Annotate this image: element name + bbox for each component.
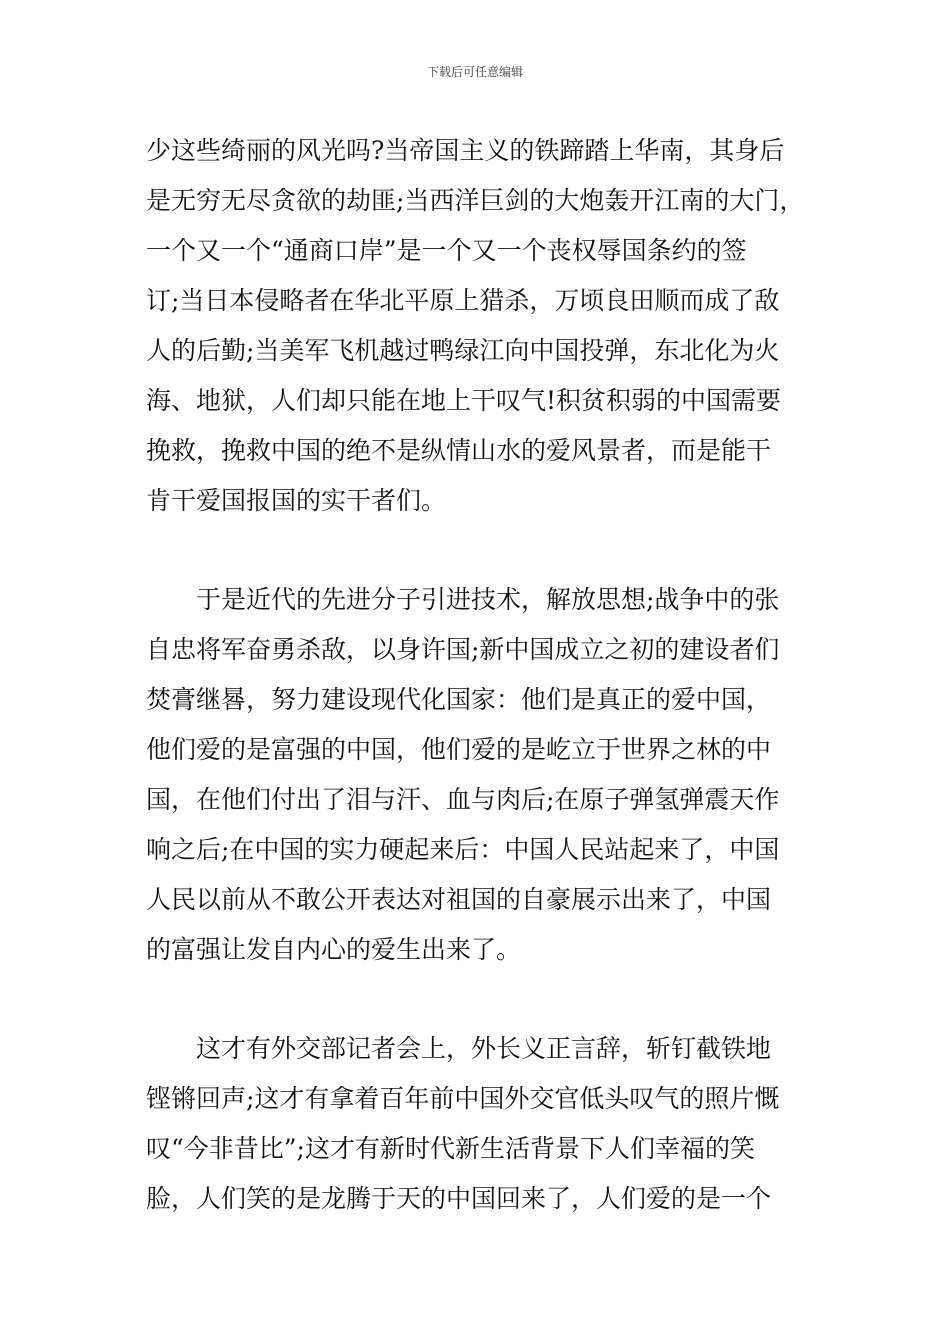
paragraph-3 xyxy=(146,1024,810,1224)
text-line: 这才有外交部记者会上，外长义正言辞，斩钉截铁地 xyxy=(146,1034,772,1063)
text-line: 叹“今非昔比”;这才有新时代新生活背景下人们幸福的笑 xyxy=(146,1134,755,1163)
text-line: 他们爱的是富强的中国，他们爱的是屹立于世界之林的中 xyxy=(146,735,772,764)
text-line: 国，在他们付出了泪与汗、血与肉后;在原子弹氢弹震天作 xyxy=(146,785,780,814)
text-line: 的富强让发自内心的爱生出来了。 xyxy=(146,935,522,964)
text-line: 海、地狱，人们却只能在地上干叹气!积贫积弱的中国需要 xyxy=(146,386,782,415)
text-line: 于是近代的先进分子引进技术，解放思想;战争中的张 xyxy=(146,585,780,614)
text-line: 订;当日本侵略者在华北平原上猎杀，万顷良田顺而成了敌 xyxy=(146,286,780,315)
text-line: 人的后勤;当美军飞机越过鸭绿江向中国投弹，东北化为火 xyxy=(146,336,780,365)
text-line: 少这些绮丽的风光吗?当帝国主义的铁蹄踏上华南，其身后 xyxy=(146,136,785,165)
text-line: 肯干爱国报国的实干者们。 xyxy=(146,486,447,515)
page-header: 下载后可任意编辑 xyxy=(426,65,523,79)
text-line: 挽救，挽救中国的绝不是纵情山水的爱风景者，而是能干 xyxy=(146,436,772,465)
text-line: 一个又一个“通商口岸”是一个又一个丧权辱国条约的签 xyxy=(146,236,747,265)
text-line: 脸，人们笑的是龙腾于天的中国回来了，人们爱的是一个 xyxy=(146,1184,772,1213)
paragraph-2 xyxy=(146,575,810,975)
text-line: 响之后;在中国的实力硬起来后：中国人民站起来了，中国 xyxy=(146,835,780,864)
text-line: 是无穷无尽贪欲的劫匪;当西洋巨剑的大炮轰开江南的大门， xyxy=(146,186,805,215)
text-line: 人民以前从不敢公开表达对祖国的自豪展示出来了，中国 xyxy=(146,885,772,914)
text-line: 铿锵回声;这才有拿着百年前中国外交官低头叹气的照片慨 xyxy=(146,1084,780,1113)
text-line: 焚膏继晷，努力建设现代化国家：他们是真正的爱中国， xyxy=(146,685,772,714)
text-line: 自忠将军奋勇杀敌，以身许国;新中国成立之初的建设者们 xyxy=(146,635,780,664)
paragraph-1 xyxy=(146,126,810,526)
